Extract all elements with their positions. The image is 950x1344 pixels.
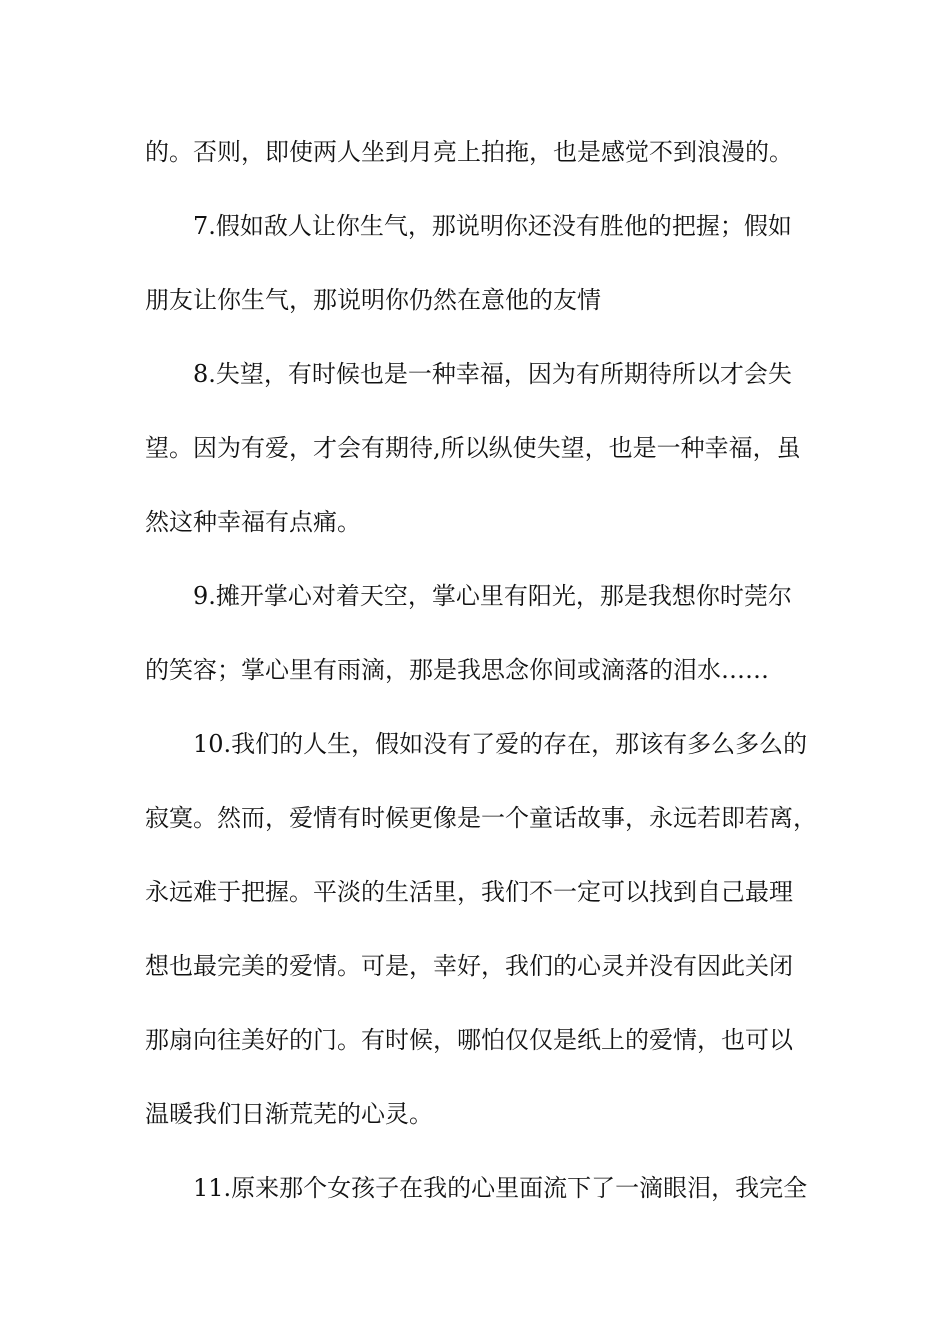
text-line: 那扇向往美好的门。有时候，哪怕仅仅是纸上的爱情，也可以 <box>145 1026 793 1054</box>
text-line: 朋友让你生气，那说明你仍然在意他的友情 <box>145 286 601 314</box>
text-line: 的笑容；掌心里有雨滴，那是我思念你间或滴落的泪水…… <box>145 656 769 684</box>
text-line: 11.原来那个女孩子在我的心里面流下了一滴眼泪，我完全 <box>193 1174 808 1202</box>
text-line: 9.摊开掌心对着天空，掌心里有阳光，那是我想你时莞尔 <box>193 582 792 610</box>
text-line: 8.失望，有时候也是一种幸福，因为有所期待所以才会失 <box>193 360 792 388</box>
text-line: 温暖我们日渐荒芜的心灵。 <box>145 1100 433 1128</box>
text-line: 然这种幸福有点痛。 <box>145 508 361 536</box>
text-line: 10.我们的人生，假如没有了爱的存在，那该有多么多么的 <box>193 730 808 758</box>
text-line: 寂寞。然而，爱情有时候更像是一个童话故事，永远若即若离， <box>145 804 817 832</box>
text-line: 7.假如敌人让你生气，那说明你还没有胜他的把握；假如 <box>193 212 792 240</box>
text-line: 望。因为有爱，才会有期待,所以纵使失望，也是一种幸福，虽 <box>145 434 801 462</box>
text-line: 永远难于把握。平淡的生活里，我们不一定可以找到自己最理 <box>145 878 793 906</box>
text-line: 想也最完美的爱情。可是，幸好，我们的心灵并没有因此关闭 <box>145 952 793 980</box>
text-line: 的。否则，即使两人坐到月亮上拍拖，也是感觉不到浪漫的。 <box>145 138 793 166</box>
